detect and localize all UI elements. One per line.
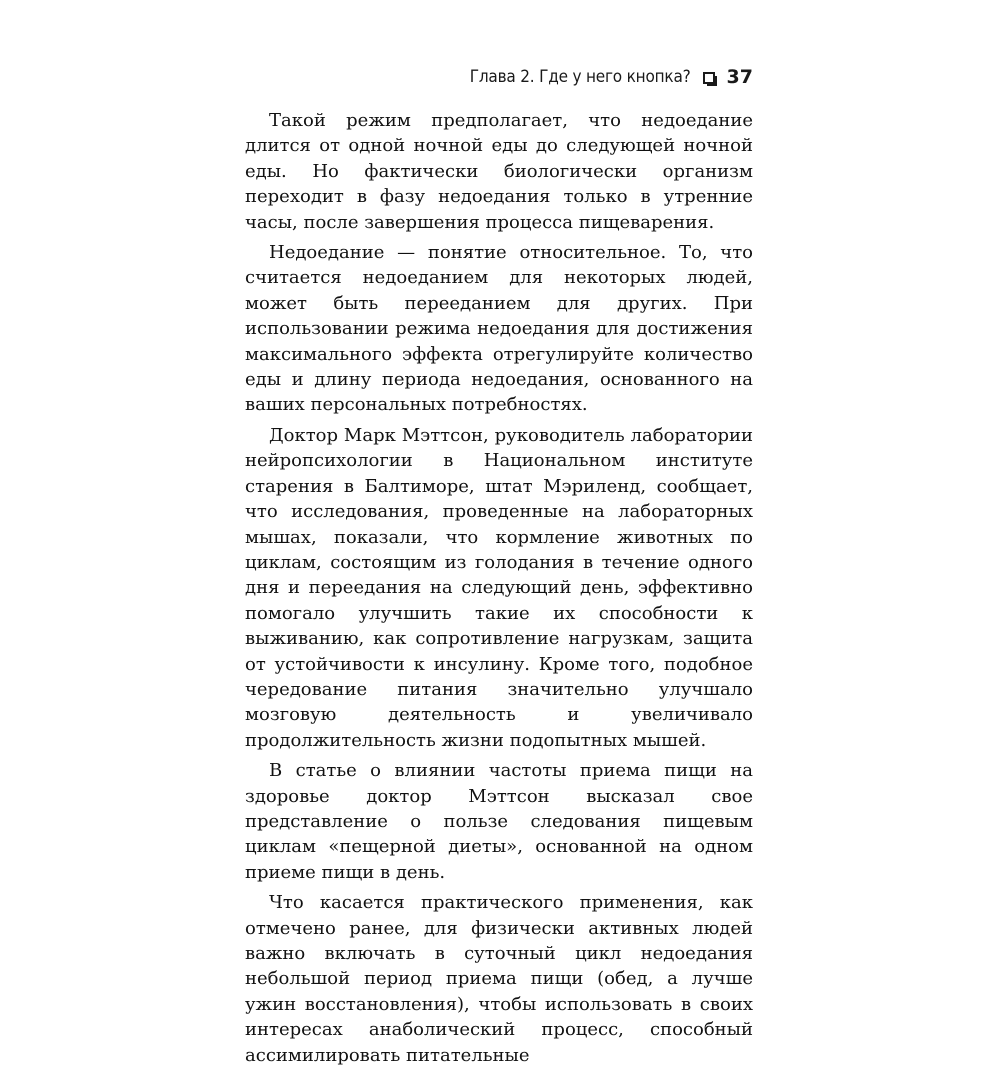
page-number: 37 [726,66,753,88]
paragraph-5: Что касается практического применения, как отмечено ранее, для физически активных людей важно включать в суточный цикл недоедания небольшой период приема пищи (обед, а лучше ужин восстановления), чтобы использовать в своих интересах анаболический процесс, способный ассимилировать питательные [245,892,753,1066]
chapter-title: Глава 2. Где у него кнопка? [469,67,691,87]
paragraph-2: Недоедание — понятие относительное. То, что считается недоеданием для некоторых людей, может быть перееданием для других. При использовании режима недоедания для достижения максимального эффекта отрегулируйте количество еды и длину периода недоедания, основанного на ваших персональных потребностях. [245,242,753,416]
running-header [245,62,753,92]
paragraph-1: Такой режим предполагает, что недоедание длится от одной ночной еды до следующей ночной еды. Но фактически биологически организм переходит в фазу недоедания только в утренние часы, после завершения процесса пищеварения. [245,110,753,233]
body-text [245,108,753,1073]
paragraph-3: Доктор Марк Мэттсон, руководитель лаборатории нейропсихологии в Национальном институте старения в Балтиморе, штат Мэриленд, сообщает, что исследования, проведенные на лабораторных мышах, показали, что кормление животных по циклам, состоящим из голодания в течение одного дня и переедания на следующий день, эффективно помогало улучшить такие их способности к выживанию, как сопротивление нагрузкам, защита от устойчивости к инсулину. Кроме того, подобное чередование питания значительно улучшало мозговую деятельность и увеличивало продолжительность жизни подопытных мышей. [245,424,753,751]
square-bullet-icon [703,72,715,84]
paragraph-4: В статье о влиянии частоты приема пищи на здоровье доктор Мэттсон высказал свое представление о пользе следования пищевым циклам «пещерной диеты», основанной на одном приеме пищи в день. [245,760,753,883]
